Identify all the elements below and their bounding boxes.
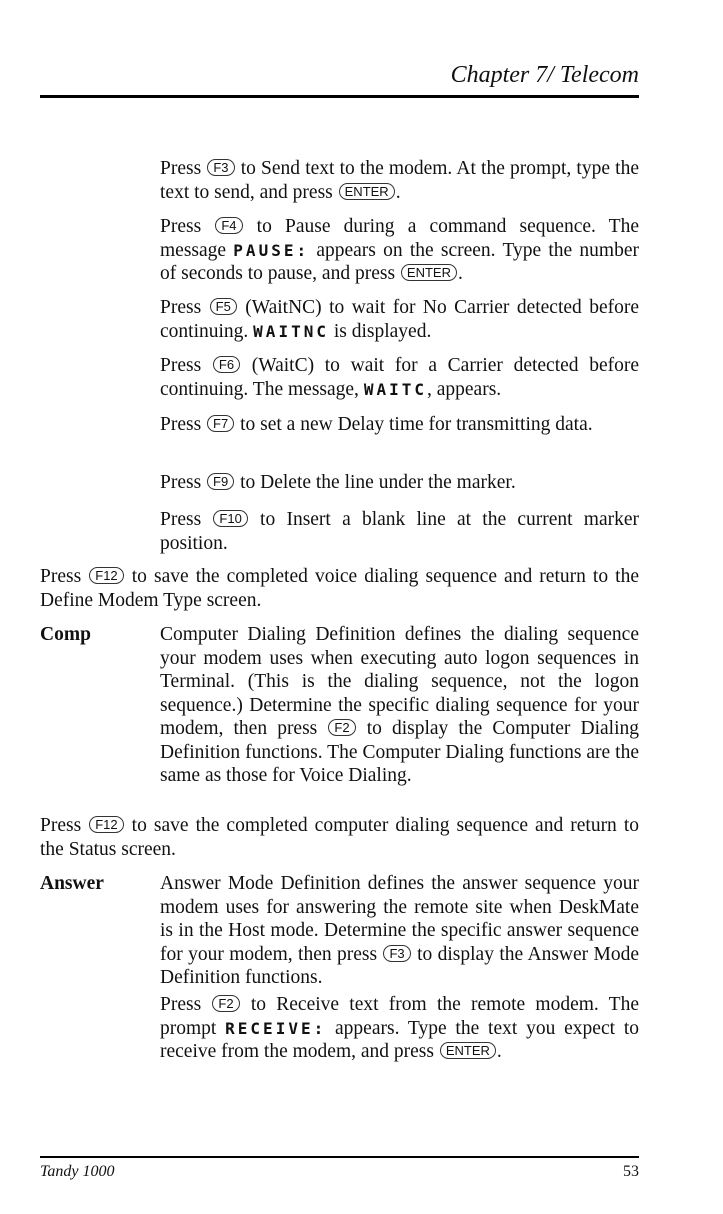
f5-key-icon: F5: [210, 298, 237, 315]
header-rule: [40, 95, 639, 98]
footer-page-number: 53: [623, 1163, 639, 1180]
text: (WaitNC) to wait for No Carrier detected before continuing.: [160, 297, 640, 342]
f7-key-icon: F7: [207, 415, 234, 432]
paragraph-delay: [160, 413, 639, 437]
f2-key-icon: F2: [328, 719, 355, 736]
footer-book-title: Tandy 1000: [40, 1163, 115, 1180]
text: (WaitC) to wait for a Carrier detected before continuing. The message,: [160, 355, 640, 400]
text: Computer Dialing Definition defines the dialing sequence your modem uses when executing auto logon sequences in Terminal. (This is the dialing sequence, not the logon sequence.) Determine the specific dialing sequence for your modem, then press: [160, 624, 639, 739]
text: Press: [160, 994, 202, 1015]
paragraph-waitnc: [160, 296, 639, 343]
f2-key-icon: F2: [212, 995, 239, 1012]
text: , appears.: [426, 378, 502, 400]
f3-key-icon: F3: [207, 159, 234, 176]
text: .: [395, 181, 401, 203]
page-header-title: Chapter 7/ Telecom: [450, 62, 639, 88]
f6-key-icon: F6: [213, 356, 240, 373]
f12-key-icon: F12: [89, 816, 123, 833]
paragraph-receive: [160, 993, 639, 1064]
text: to Receive text from the remote modem. The prompt: [160, 994, 639, 1039]
text: Press: [160, 297, 202, 318]
enter-key-icon: ENTER: [440, 1042, 496, 1059]
text: to save the completed computer dialing sequence and return to the Status screen.: [40, 815, 640, 860]
f4-key-icon: F4: [215, 217, 242, 234]
paragraph-send-text: [160, 157, 639, 204]
text: to display the Computer Dialing Definition functions. The Computer Dialing functions are the same as those for Voice Dialing.: [160, 718, 639, 786]
paragraph-pause: [160, 215, 639, 286]
text: to display the Answer Mode Definition functions.: [160, 943, 640, 988]
text: Press: [160, 216, 202, 237]
text: is displayed.: [333, 320, 432, 342]
text: Press: [160, 355, 202, 376]
text: to Delete the line under the marker.: [240, 472, 516, 493]
comp-term: Comp: [40, 624, 91, 645]
paragraph-insert: [160, 508, 639, 555]
f10-key-icon: F10: [213, 510, 247, 527]
enter-key-icon: ENTER: [339, 183, 395, 200]
paragraph-comp: [160, 623, 639, 788]
text: to set a new Delay time for transmitting data.: [240, 414, 593, 435]
f12-key-icon: F12: [89, 567, 123, 584]
paragraph-delete: [160, 471, 639, 495]
text: to Pause during a command sequence. The message: [160, 216, 640, 261]
answer-term: Answer: [40, 873, 104, 894]
text: Press: [40, 815, 82, 836]
text: to Send text to the modem. At the prompt, type the text to send, and press: [160, 158, 639, 203]
waitnc-code: WAITNC: [253, 321, 329, 341]
text: Press: [40, 566, 82, 587]
waitc-code: WAITC: [363, 379, 427, 399]
text: appears on the screen. Type the number of seconds to pause, and press: [160, 239, 639, 284]
paragraph-answer: [160, 872, 639, 990]
text: Answer Mode Definition defines the answer sequence your modem uses for answering the remote site when DeskMate is in the Host mode. Determine the specific answer sequence for your modem, then press: [160, 873, 639, 965]
receive-prompt-code: RECEIVE:: [225, 1018, 327, 1038]
paragraph-save-computer: [40, 814, 639, 861]
pause-prompt-code: PAUSE:: [233, 240, 310, 260]
text: to Insert a blank line at the current marker position.: [160, 509, 639, 554]
paragraph-waitc: [160, 354, 639, 401]
footer-rule: [40, 1156, 639, 1158]
text: Press: [160, 472, 202, 493]
f9-key-icon: F9: [207, 473, 234, 490]
text: .: [457, 263, 463, 284]
text: to save the completed voice dialing sequence and return to the Define Modem Type screen.: [40, 566, 640, 611]
text: Press: [160, 414, 202, 435]
text: .: [496, 1041, 502, 1062]
f3-key-icon: F3: [383, 945, 410, 962]
text: appears. Type the text you expect to receive from the modem, and press: [160, 1017, 640, 1062]
paragraph-save-voice: [40, 565, 639, 612]
text: Press: [160, 509, 202, 530]
text: Press: [160, 158, 202, 179]
enter-key-icon: ENTER: [401, 264, 457, 281]
